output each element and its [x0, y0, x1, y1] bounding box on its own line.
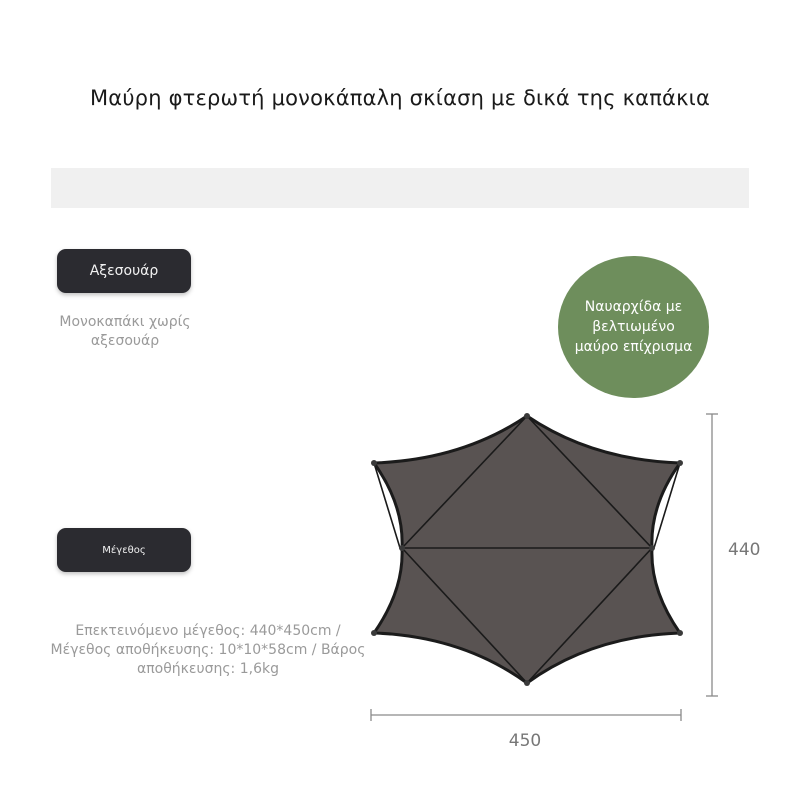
- width-dimension-line: [371, 709, 681, 721]
- page-title: Μαύρη φτερωτή μονοκάπαλη σκίαση με δικά της καπάκια: [89, 86, 711, 110]
- width-label: 450: [508, 731, 542, 751]
- size-tag: Μέγεθος: [57, 528, 191, 572]
- feature-badge: Ναυαρχίδα με βελτιωμένο μαύρο επίχρισμα: [558, 256, 709, 398]
- accessories-tag: Αξεσουάρ: [57, 249, 191, 293]
- height-label: 440: [728, 540, 761, 560]
- accessories-caption: Μονοκαπάκι χωρίς αξεσουάρ: [59, 314, 191, 349]
- size-caption: Επεκτεινόμενο μέγεθος: 440*450cm / Μέγεθος αποθήκευσης: 10*10*58cm / Βάρος αποθήκευσης: 1,6kg: [50, 623, 366, 677]
- tarp-canopy: [374, 416, 680, 683]
- height-dimension-line: [706, 414, 718, 696]
